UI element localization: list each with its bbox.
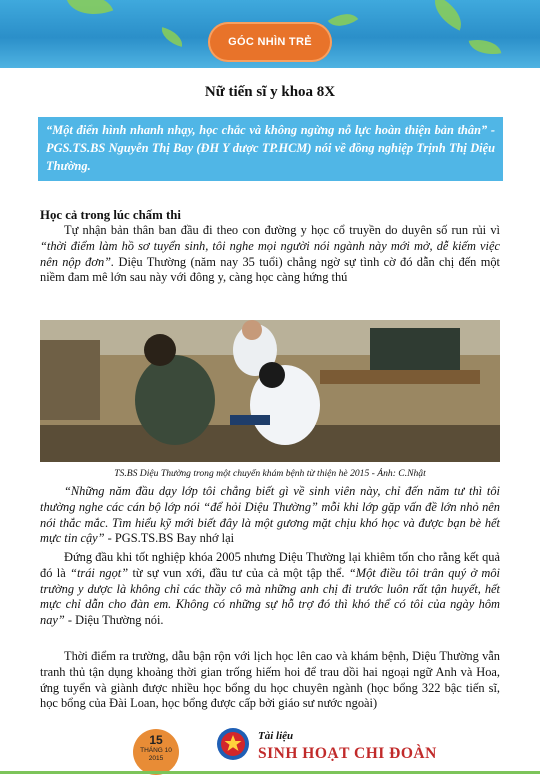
youth-union-logo-icon — [216, 727, 250, 761]
article-photo — [40, 320, 500, 462]
footer-divider — [0, 771, 540, 774]
p3-quote-2: “Một điều tôi trân quý ở môi trường y dược là không chỉ các thầy cô mà những anh chị đi trước luôn rất tận huyết, hết mực chỉ dẫn cho đàn em. Không có những sự hỗ trợ đó thì khó thể có tôi của ngày hôm nay” — [40, 565, 501, 628]
section-heading: Học cả trong lúc chấm thi — [40, 208, 181, 222]
page-number: 15 — [149, 733, 163, 747]
p3-text-b: từ sự vun xới, đầu tư của cả một tập thể. — [128, 565, 349, 580]
footer-label-small: Tài liệu — [258, 730, 294, 742]
paragraph-3 — [40, 550, 500, 629]
paragraph-1 — [40, 223, 500, 286]
p2-quote: “Những năm đầu dạy lớp tôi chẳng biết gì về sinh viên này, chỉ đến năm tư thì tôi thường nghe các cán bộ lớp nói “để hỏi Diệu Thường” mỗi khi lớp gặp vấn đề lớn nhỏ nên nói thắc mắc. Tìm hiểu kỹ mới biết đây là một gương mặt chịu khó học và được bạn bè hết mực tin cậy” — [40, 484, 500, 546]
section-tag: GÓC NHÌN TRẺ — [208, 22, 332, 62]
photo-illustration — [40, 320, 500, 462]
p1-quote: “thời điểm làm hồ sơ tuyển sinh, tôi nghe mọi người nói ngành này mới mở, dễ kiếm việc nên nộp đơn”. — [40, 238, 500, 269]
p1-text-b: Diệu Thường (năm nay 35 tuổi) chẳng ngờ sự tình cờ đó dẫn chị đến một niềm đam mê lớn sau này với đông y, càng học càng hứng thú — [40, 254, 500, 285]
paragraph-2 — [40, 484, 500, 547]
issue-month: THÁNG 10 — [140, 747, 172, 754]
p3-text-a: Đứng đầu khi tốt nghiệp khóa 2005 nhưng Diệu Thường lại khiêm tốn cho rằng kết quả đó là — [40, 550, 500, 580]
issue-year: 2015 — [148, 755, 164, 762]
header-banner — [0, 0, 540, 68]
p2-attribution: - PGS.TS.BS Bay nhớ lại — [104, 531, 235, 546]
paragraph-4 — [40, 649, 500, 712]
p3-quote-1: “trái ngọt” — [70, 565, 129, 580]
photo-caption: TS.BS Diệu Thường trong một chuyến khám bệnh từ thiện hè 2015 - Ảnh: C.Nhật — [114, 468, 426, 479]
article-title: Nữ tiến sĩ y khoa 8X — [204, 84, 336, 100]
p1-text-a: Tự nhận bản thân ban đầu đi theo con đường y học cổ truyền do duyên số run rủi vì — [64, 223, 500, 237]
footer-label-big: SINH HOẠT CHI ĐOÀN — [258, 745, 437, 762]
lead-box: “Một điển hình nhanh nhạy, học chắc và không ngừng nỗ lực hoàn thiện bản thân” - PGS.TS.BS Nguyễn Thị Bay (ĐH Y dược TP.HCM) nói về đồng nghiệp Trịnh Thị Diệu Thường. — [38, 117, 503, 181]
p4-text: Thời điểm ra trường, dẫu bận rộn với lịch học lên cao và khám bệnh, Diệu Thường vẫn tranh thủ tận dụng khoảng thời gian trống hiếm hoi để trau dồi hai ngoại ngữ Anh và Hoa, ứng tuyển và giành được nhiều học bổng du học chuyên ngành (học bổng 322 bậc tiến sĩ, học bổng của Đài Loan, học bổng được cấp bởi giáo sư nước ngoài) — [40, 649, 500, 711]
p3-text-c: - Diệu Thường nói. — [64, 613, 164, 628]
page-number-badge — [133, 729, 179, 775]
